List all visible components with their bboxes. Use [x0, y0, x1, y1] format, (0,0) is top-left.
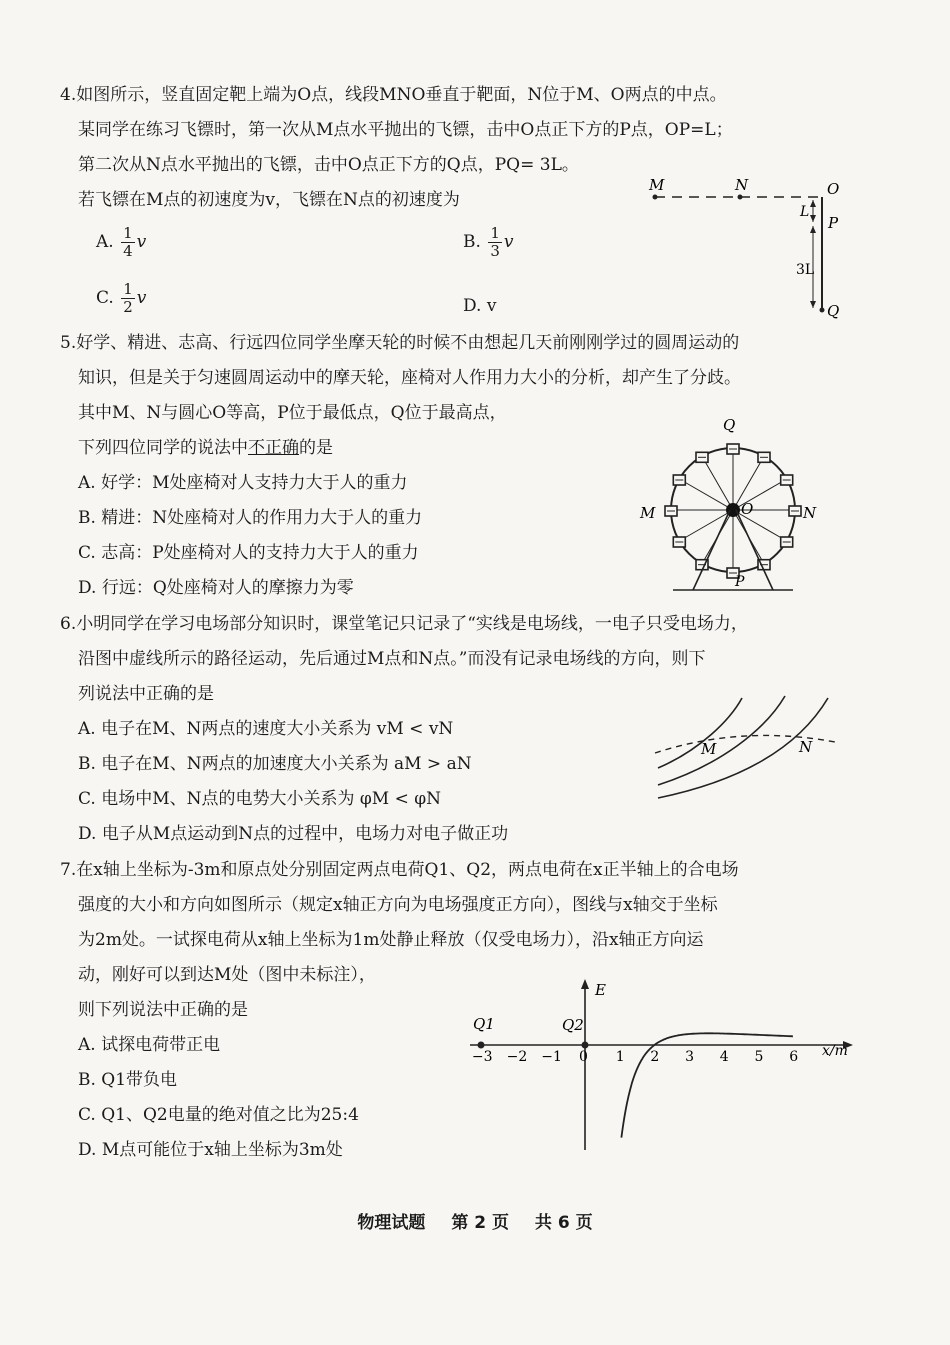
- q4-line1: 如图所示，竖直固定靶上端为O点，线段MNO垂直于靶面，N位于M、O两点的中点。: [76, 85, 727, 105]
- q4-option-d[interactable]: D. v: [463, 296, 497, 316]
- q6-field-figure: [650, 690, 850, 800]
- q6-line2: 沿图中虚线所示的路径运动，先后通过M点和N点。”而没有记录电场线的方向，则下: [78, 649, 706, 669]
- q6-option-c[interactable]: C. 电场中M、N点的电势大小关系为 φM < φN: [78, 789, 442, 809]
- label-n: N: [803, 504, 817, 522]
- label-o: O: [741, 500, 754, 518]
- point-q: [820, 308, 825, 313]
- q6-line3: 列说法中正确的是: [78, 684, 214, 704]
- q4-line2: 某同学在练习飞镖时，第一次从M点水平抛出的飞镖，击中O点正下方的P点，OP=L；: [78, 120, 733, 140]
- label-q1: Q1: [473, 1015, 495, 1033]
- frac-num: 1: [123, 280, 133, 298]
- tick-label: 5: [754, 1049, 764, 1065]
- option-suffix: v: [503, 232, 514, 252]
- label-l: L: [800, 204, 810, 220]
- label-m: M: [640, 504, 656, 522]
- page-footer: [0, 1208, 950, 1233]
- arrow-head: [810, 215, 816, 222]
- q5-line4-post: 的是: [299, 438, 333, 458]
- tick-label: −1: [541, 1049, 562, 1065]
- label-m: M: [649, 176, 665, 194]
- question-number: 7.: [60, 860, 77, 880]
- arrow-head: [810, 301, 816, 308]
- label-o: O: [827, 180, 840, 198]
- question-number: 5.: [60, 333, 77, 353]
- frac-den: 2: [123, 298, 133, 316]
- option-suffix: v: [136, 288, 147, 308]
- tick-label: 2: [650, 1049, 660, 1065]
- q5-ferris-wheel-figure: [630, 410, 830, 595]
- q7-line4: 动，刚好可以到达M处（图中未标注），: [78, 965, 376, 985]
- arrow-head: [810, 226, 816, 233]
- q7-option-a[interactable]: A. 试探电荷带正电: [78, 1035, 221, 1055]
- q4-option-c[interactable]: [96, 281, 146, 316]
- q5-line4-pre: 下列四位同学的说法中: [78, 438, 248, 458]
- label-n: N: [799, 738, 813, 756]
- footer-page: 第 2 页: [451, 1213, 509, 1233]
- q4-option-b[interactable]: [463, 225, 513, 260]
- q4-line3: 第二次从N点水平抛出的飞镖，击中O点正下方的Q点，PQ= 3L。: [78, 155, 579, 175]
- q6-option-d[interactable]: D. 电子从M点运动到N点的过程中，电场力对电子做正功: [78, 824, 509, 844]
- tick-label: 0: [579, 1049, 588, 1065]
- field-line: [658, 696, 785, 785]
- tick-label: 3: [685, 1049, 695, 1065]
- charge-q1: [478, 1042, 485, 1049]
- option-label: C.: [96, 288, 114, 308]
- q6-option-a[interactable]: A. 电子在M、N两点的速度大小关系为 vM < vN: [78, 719, 454, 739]
- tick-label: 1: [615, 1049, 625, 1065]
- label-m: M: [701, 740, 717, 758]
- footer-subject: 物理试题: [357, 1213, 426, 1233]
- footer-total: 共 6 页: [534, 1213, 593, 1233]
- option-suffix: v: [136, 232, 147, 252]
- wheel-spoke: [679, 510, 733, 541]
- q4-line4: 若飞镖在M点的初速度为v，飞镖在N点的初速度为: [78, 190, 460, 210]
- e-field-curve: [621, 1033, 793, 1137]
- q5-option-c[interactable]: C. 志高：P处座椅对人的支持力大于人的重力: [78, 543, 419, 563]
- q4-dart-figure: [640, 170, 860, 320]
- q6-line1: 小明同学在学习电场部分知识时，课堂笔记只记录了“实线是电场线，一电子只受电场力，: [76, 614, 748, 634]
- label-x-unit: x/m: [822, 1043, 848, 1059]
- option-label: A.: [96, 232, 114, 252]
- point-m: [653, 195, 658, 200]
- label-3l: 3L: [796, 262, 815, 278]
- label-n: N: [735, 176, 749, 194]
- q5-option-b[interactable]: B. 精进：N处座椅对人的作用力大于人的重力: [78, 508, 423, 528]
- q7-option-c[interactable]: C. Q1、Q2电量的绝对值之比为25:4: [78, 1105, 359, 1125]
- q7-option-d[interactable]: D. M点可能位于x轴上坐标为3m处: [78, 1140, 343, 1160]
- arrow-head: [810, 200, 816, 207]
- field-line: [658, 698, 742, 768]
- question-number: 6.: [60, 614, 77, 634]
- label-q: Q: [827, 302, 840, 320]
- label-p: P: [735, 574, 745, 590]
- q4-option-a[interactable]: [96, 225, 146, 260]
- q7-option-b[interactable]: B. Q1带负电: [78, 1070, 178, 1090]
- frac-den: 4: [123, 242, 133, 260]
- tick-label: −3: [471, 1049, 493, 1065]
- label-q: Q: [723, 416, 736, 434]
- q5-line4-underlined: 不正确: [248, 438, 299, 458]
- tick-label: 4: [719, 1049, 729, 1065]
- tick-label: −2: [506, 1049, 528, 1065]
- frac-num: 1: [123, 224, 133, 242]
- q7-line5: 则下列说法中正确的是: [78, 1000, 248, 1020]
- q5-option-a[interactable]: A. 好学：M处座椅对人支持力大于人的重力: [78, 473, 408, 493]
- q5-option-d[interactable]: D. 行远：Q处座椅对人的摩擦力为零: [78, 578, 354, 598]
- tick-label: 6: [789, 1049, 799, 1065]
- point-n: [738, 195, 743, 200]
- q7-line1: 在x轴上坐标为-3m和原点处分别固定两点电荷Q1、Q2，两点电荷在x正半轴上的合电场: [76, 860, 739, 880]
- frac-num: 1: [490, 224, 500, 242]
- q7-line3: 为2m处。一试探电荷从x轴上坐标为1m处静止释放（仅受电场力），沿x轴正方向运: [78, 930, 704, 950]
- option-label: B.: [463, 232, 481, 252]
- q7-line2: 强度的大小和方向如图所示（规定x轴正方向为电场强度正方向），图线与x轴交于坐标: [78, 895, 718, 915]
- frac-den: 3: [490, 242, 500, 260]
- wheel-spoke: [702, 456, 733, 510]
- label-p: P: [828, 214, 839, 232]
- label-e: E: [595, 981, 606, 999]
- q7-e-x-graph: [465, 975, 865, 1155]
- wheel-spoke: [679, 479, 733, 510]
- q6-option-b[interactable]: B. 电子在M、N两点的加速度大小关系为 aM > aN: [78, 754, 472, 774]
- charge-q2: [582, 1042, 589, 1049]
- q5-line1: 好学、精进、志高、行远四位同学坐摩天轮的时候不由想起几天前刚刚学过的圆周运动的: [76, 333, 740, 353]
- e-axis-arrow: [581, 979, 589, 989]
- q5-line2: 知识，但是关于匀速圆周运动中的摩天轮，座椅对人作用力大小的分析，却产生了分歧。: [78, 368, 741, 388]
- label-q2: Q2: [562, 1016, 584, 1034]
- q5-line3: 其中M、N与圆心O等高，P位于最低点，Q位于最高点，: [78, 403, 507, 423]
- question-number: 4.: [60, 85, 77, 105]
